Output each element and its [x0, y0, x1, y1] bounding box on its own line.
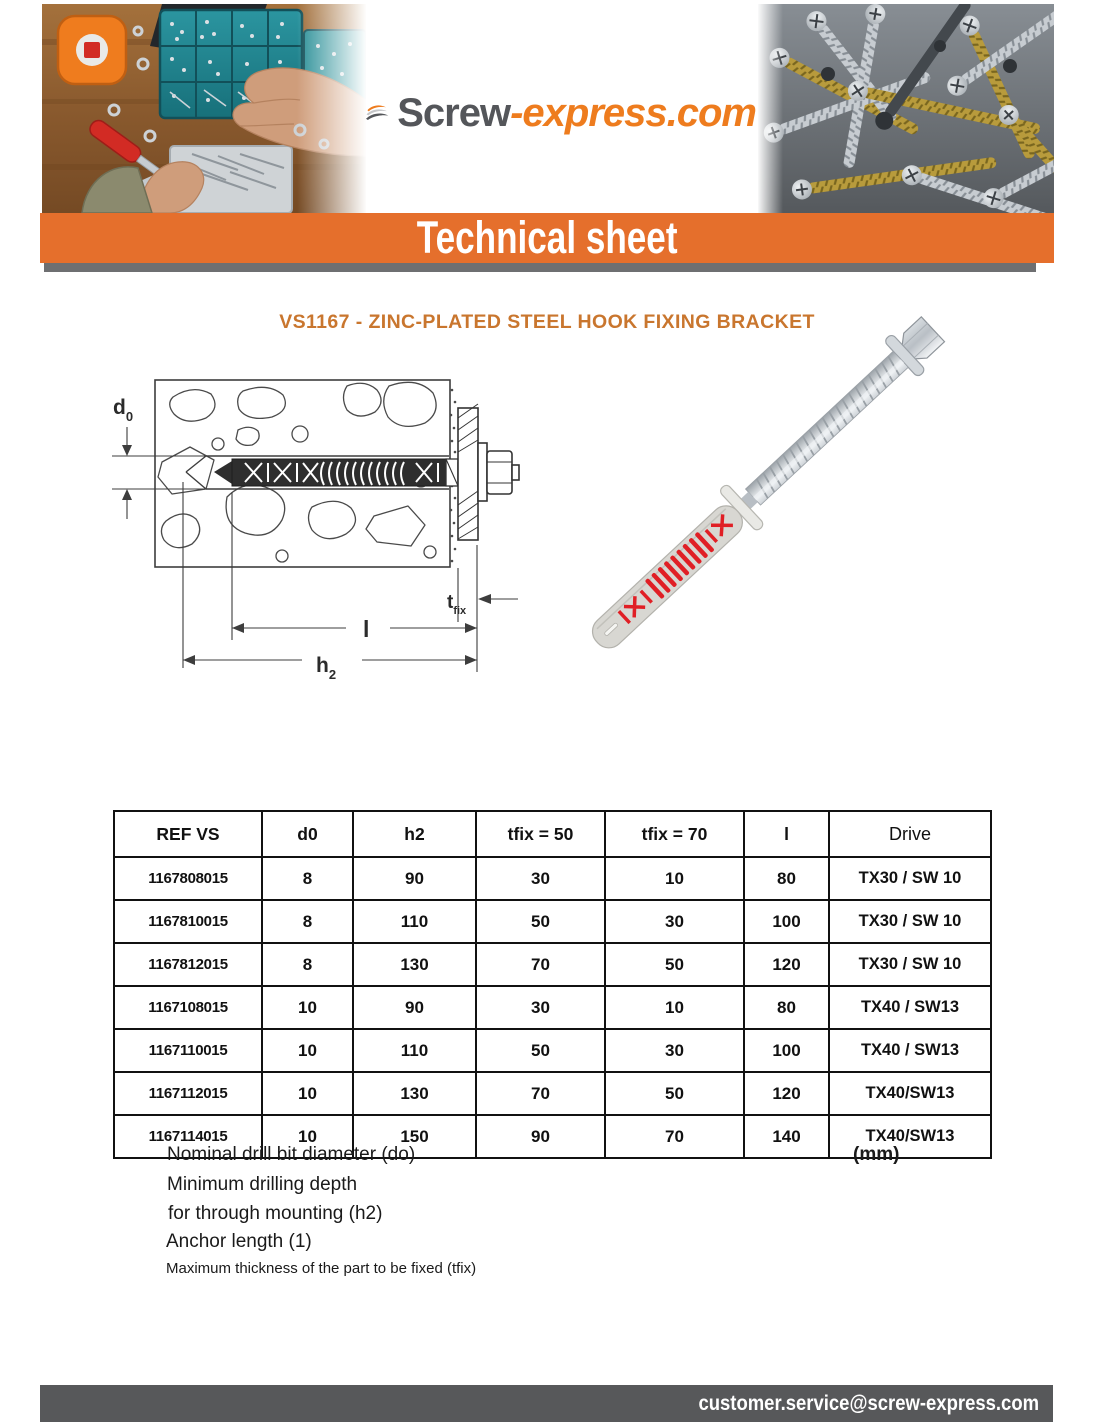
cell-ref: 1167110015 — [114, 1029, 262, 1072]
anchor-product — [578, 309, 952, 663]
photo-fade — [297, 4, 366, 213]
cell-tfix70: 30 — [605, 900, 744, 943]
cell-l: 80 — [744, 857, 829, 900]
footnote-through-mounting: for through mounting (h2) — [168, 1203, 383, 1224]
cell-d0: 10 — [262, 1072, 353, 1115]
cell-d0: 10 — [262, 1029, 353, 1072]
screws-pile-art — [758, 4, 1054, 213]
photo-fade — [758, 4, 783, 213]
cell-h2: 130 — [353, 1072, 476, 1115]
logo-text-screw: Screw — [397, 90, 511, 135]
cell-h2: 110 — [353, 1029, 476, 1072]
cell-h2: 150 — [353, 1115, 476, 1158]
logo-text-express: -express.com — [510, 90, 756, 135]
cell-l: 120 — [744, 943, 829, 986]
column-header-tfix70: tfix = 70 — [605, 811, 744, 857]
footer-bar — [40, 1385, 1053, 1422]
customer-service-email: customer.service@screw-express.com — [698, 1391, 1039, 1415]
table-row — [114, 943, 991, 986]
anchor-drawing — [214, 459, 478, 486]
cell-ref: 1167112015 — [114, 1072, 262, 1115]
cell-h2: 90 — [353, 986, 476, 1029]
column-header-ref: REF VS — [114, 811, 262, 857]
cell-d0: 10 — [262, 1115, 353, 1158]
cell-tfix50: 70 — [476, 1072, 605, 1115]
workbench-photo — [42, 4, 366, 213]
page-title: VS1167 - ZINC-PLATED STEEL HOOK FIXING BRACKET — [279, 311, 815, 333]
product-photo — [558, 300, 1008, 695]
cell-tfix50: 30 — [476, 857, 605, 900]
cell-ref: 1167812015 — [114, 943, 262, 986]
technical-sheet-banner — [40, 213, 1054, 263]
cell-ref: 1167808015 — [114, 857, 262, 900]
cell-tfix70: 10 — [605, 857, 744, 900]
technical-diagram — [85, 360, 565, 690]
cell-tfix70: 50 — [605, 1072, 744, 1115]
table-row — [114, 986, 991, 1029]
table-row — [114, 1072, 991, 1115]
cell-tfix50: 30 — [476, 986, 605, 1029]
table-row — [114, 1029, 991, 1072]
cell-d0: 8 — [262, 857, 353, 900]
fixed-part-and-nut — [458, 404, 519, 540]
cell-tfix70: 30 — [605, 1029, 744, 1072]
banner-underline-bar — [44, 263, 1036, 272]
screws-pile-photo — [758, 4, 1054, 213]
table-row — [114, 857, 991, 900]
cell-drive: TX30 / SW 10 — [829, 857, 991, 900]
footnote-drill-diameter: Nominal drill bit diameter (do) — [167, 1144, 416, 1165]
red-coil — [645, 532, 715, 600]
svg-text:l: l — [363, 616, 370, 642]
cell-h2: 130 — [353, 943, 476, 986]
banner-title: Technical sheet — [416, 212, 678, 263]
cell-tfix50: 70 — [476, 943, 605, 986]
column-header-d0: d0 — [262, 811, 353, 857]
cell-drive: TX30 / SW 10 — [829, 943, 991, 986]
dimension-tfix — [447, 545, 518, 672]
dimension-d0 — [112, 396, 206, 519]
tape-measure — [58, 16, 126, 84]
swoosh-icon — [366, 76, 389, 150]
cell-ref: 1167114015 — [114, 1115, 262, 1158]
cell-h2: 110 — [353, 900, 476, 943]
cell-l: 120 — [744, 1072, 829, 1115]
cell-l: 80 — [744, 986, 829, 1029]
cell-d0: 8 — [262, 900, 353, 943]
spec-table — [113, 810, 992, 1159]
svg-text:h2: $h_2$ — [316, 654, 337, 682]
column-header-tfix50: tfix = 50 — [476, 811, 605, 857]
cell-tfix50: 50 — [476, 1029, 605, 1072]
cell-d0: 10 — [262, 986, 353, 1029]
logo-text — [397, 91, 756, 136]
cell-drive: TX30 / SW 10 — [829, 900, 991, 943]
cell-tfix50: 50 — [476, 900, 605, 943]
cell-l: 140 — [744, 1115, 829, 1158]
cell-drive: TX40 / SW13 — [829, 1029, 991, 1072]
cell-tfix70: 70 — [605, 1115, 744, 1158]
cell-d0: 8 — [262, 943, 353, 986]
cell-l: 100 — [744, 1029, 829, 1072]
cell-ref: 1167810015 — [114, 900, 262, 943]
cell-drive: TX40 / SW13 — [829, 986, 991, 1029]
footnote-drilling-depth: Minimum drilling depth — [167, 1174, 358, 1195]
cell-tfix70: 10 — [605, 986, 744, 1029]
column-header-h2: h2 — [353, 811, 476, 857]
svg-text:tfix: $t_{fix}$ — [447, 592, 467, 617]
table-header-row — [114, 811, 991, 857]
cell-l: 100 — [744, 900, 829, 943]
cell-tfix50: 90 — [476, 1115, 605, 1158]
footnote-anchor-length: Anchor length (1) — [166, 1231, 312, 1252]
table-row — [114, 900, 991, 943]
footnote-unit-mm: (mm) — [853, 1144, 900, 1165]
logo — [366, 70, 756, 156]
svg-text:d0: $d_0$ — [113, 396, 134, 424]
cell-drive: TX40/SW13 — [829, 1072, 991, 1115]
cell-tfix70: 50 — [605, 943, 744, 986]
column-header-drive: Drive — [829, 811, 991, 857]
column-header-l: l — [744, 811, 829, 857]
cell-h2: 90 — [353, 857, 476, 900]
cell-ref: 1167108015 — [114, 986, 262, 1029]
cell-drive: TX40/SW13 — [829, 1115, 991, 1158]
footnote-max-thickness: Maximum thickness of the part to be fixed (tfix) — [166, 1260, 477, 1277]
